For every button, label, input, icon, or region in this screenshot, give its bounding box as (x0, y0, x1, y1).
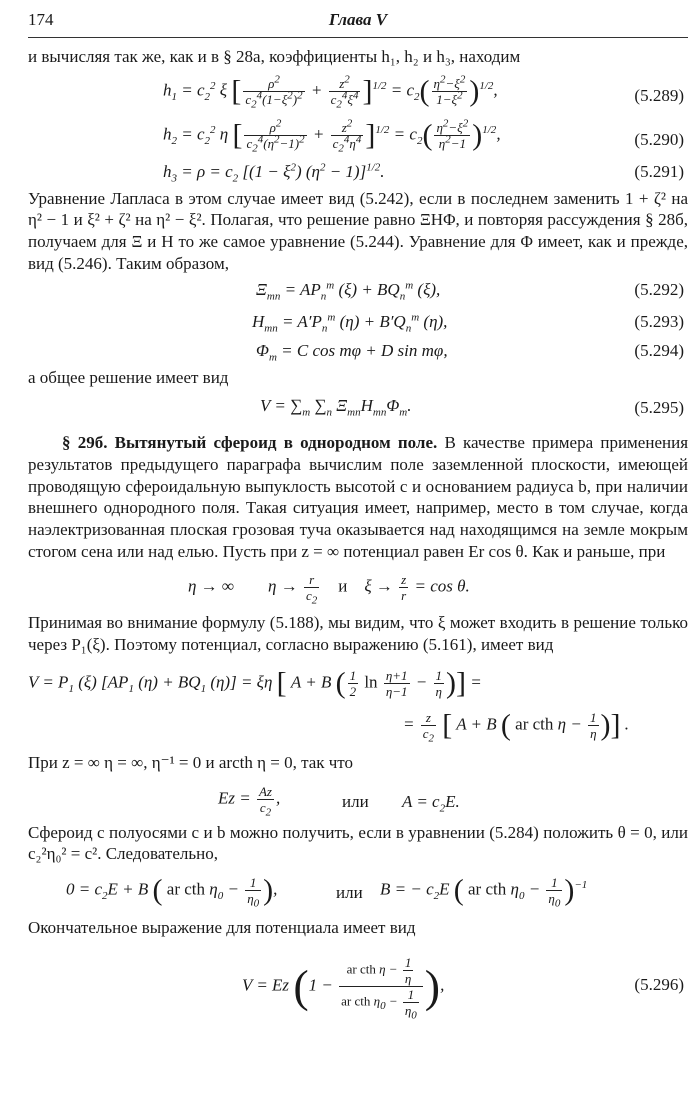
eq-number: (5.295) (634, 398, 684, 418)
equation-5-294: $\Phi_m = C$ cos mφ + D sin mφ, (5.294) (256, 340, 684, 363)
word-or: или (336, 882, 363, 902)
eq-number: (5.292) (634, 279, 684, 299)
page-number: 174 (28, 10, 54, 29)
equation-5-292: $\Xi_{mn} = AP_n^m$ $(\xi) + BQ_n^m$ (ξ), (5.292) (256, 278, 684, 302)
equation-5-295: $V = \sum_m$ $\sum_n$ $\Xi_{mn}H_{mn}\Phi_m$. (5.295) (260, 396, 684, 419)
section-text: В качестве примера применения результатов предыдущего параграфа вычислим поле заземленной плоскости, имеющей проводящую сфероидальную выпуклость высотой c и основанием радиуса b, при наличии внешнего однородного поля. Такая ситуация имеет, например, место в том случае, когда наэлектризованная плоская грозовая туча оказывается над находящимся на земле мокрым стогом сена или над елью. Пусть при z = ∞ потенциал равен Er cos θ. Как и раньше, при (28, 433, 689, 561)
equation-5-296: V = Ez (1 − ar cth η − $\frac{1}{\eta}$ ar cth $\eta_0$ − $\frac{1}{\eta_0}$ ), (5.296) (242, 954, 684, 1022)
page (28, 10, 688, 1029)
b-equation: $0 = c_2E + B$ ( ar cth $\eta_0$ − $\frac{1}{\eta_0}$ ), или B = − $c_2E$ ( ar cth $\eta_0$ − $\frac{1}{\eta_0}$ )$^{-1}$ (66, 873, 588, 910)
limits-equation: η → ∞ η → $\frac{r}{c_2}$ и ξ → $\frac{z}{r}$ = cos θ. (188, 572, 470, 608)
eq-number: (5.296) (634, 974, 684, 994)
eq-number: (5.291) (634, 161, 684, 181)
final-expression-text: Окончательное выражение для потенциала имеет вид (28, 917, 416, 937)
header-rule (28, 37, 688, 38)
section-title: § 29б. Вытянутый сфероид в однородном поле. (62, 433, 438, 453)
equation-5-289: $h_1 = c_2^2$ ξ [ $\frac{\rho^2}{c_2^4(1-\xi^2)^2}$ + $\frac{z^2}{c_2^4\xi^4}$ ]$^{1/2} = c_2$( $\frac{\eta^2-\xi^2}{1-\xi^2}$ )$^{1/2}$, (5.289) (163, 73, 684, 111)
ez-equation: Ez = $\frac{Az}{c_2}$ , или $A = c_2E$. (218, 783, 460, 819)
eq-number: (5.289) (634, 85, 684, 105)
limit-conditions-text: При z = ∞ η = ∞, η⁻¹ = 0 и arcth η = 0, так что (28, 752, 354, 772)
equation-5-291: $h_3 = \rho = c_2$ [$(1 - \xi^2)$ $(\eta^2 - 1)]^{1/2}$. (5.291) (163, 161, 684, 185)
eq-number: (5.290) (634, 129, 684, 149)
equation-5-290: $h_2 = c_2^2$ η [ $\frac{\rho^2}{c_2^4(\eta^2-1)^2}$ + $\frac{z^2}{c_2^4\eta^4}$ ]$^{1/2} = c_2$( $\frac{\eta^2-\xi^2}{\eta^2-1}$ )$^{1/2}$, (5.290) (163, 117, 684, 155)
equation-5-293: $H_{mn} = A'P_n^m$ $(\eta) + B'Q_n^m$ (η), (5.293) (252, 310, 684, 334)
running-header (28, 10, 688, 34)
potential-equation: $V = P_1$ (ξ) [$AP_1$ $(\eta) + BQ_1$ (η)] = ξη [ A + B ( $\frac{1}{2}$ ln $\frac{\eta+1}{\eta-1}$ − $\frac{1}{\eta}$ )] = = $\frac{z}{c_2}$ [ A + B ( ar cth η − $\frac{1}{\eta}$ )] . (28, 666, 630, 745)
eq-number: (5.294) (634, 340, 684, 360)
section-paragraph (28, 432, 688, 562)
intro-text: и вычисляя так же, как и в § 28а, коэффициенты h₁, h₂ и h₃, находим (28, 47, 521, 66)
spheroid-paragraph: Сфероид с полуосями c и b можно получить, если в уравнении (5.284) положить θ = 0, или c₂²η₀² = c². Следовательно, (28, 822, 688, 864)
word-or: или (342, 791, 369, 811)
chapter-title: Глава V (328, 10, 388, 29)
eq-number: (5.293) (634, 311, 684, 331)
general-solution-text: а общее решение имеет вид (28, 367, 229, 387)
taking-into-account-paragraph: Принимая во внимание формулу (5.188), мы видим, что ξ может входить в решение только через P₁(ξ). Поэтому потенциал, согласно выражению (5.161), имеет вид (28, 613, 688, 655)
laplace-paragraph: Уравнение Лапласа в этом случае имеет вид (5.242), если в последнем заменить 1 + ζ² на η² − 1 и ξ² + ζ² на η² − ξ². Полагая, что решение равно ΞHΦ, и повторяя рассуждения § 28б, получаем для Ξ и H то же самое уравнение (5.244). Уравнение для Φ имеет, как и прежде, вид (5.246). Таким образом, (28, 188, 688, 273)
